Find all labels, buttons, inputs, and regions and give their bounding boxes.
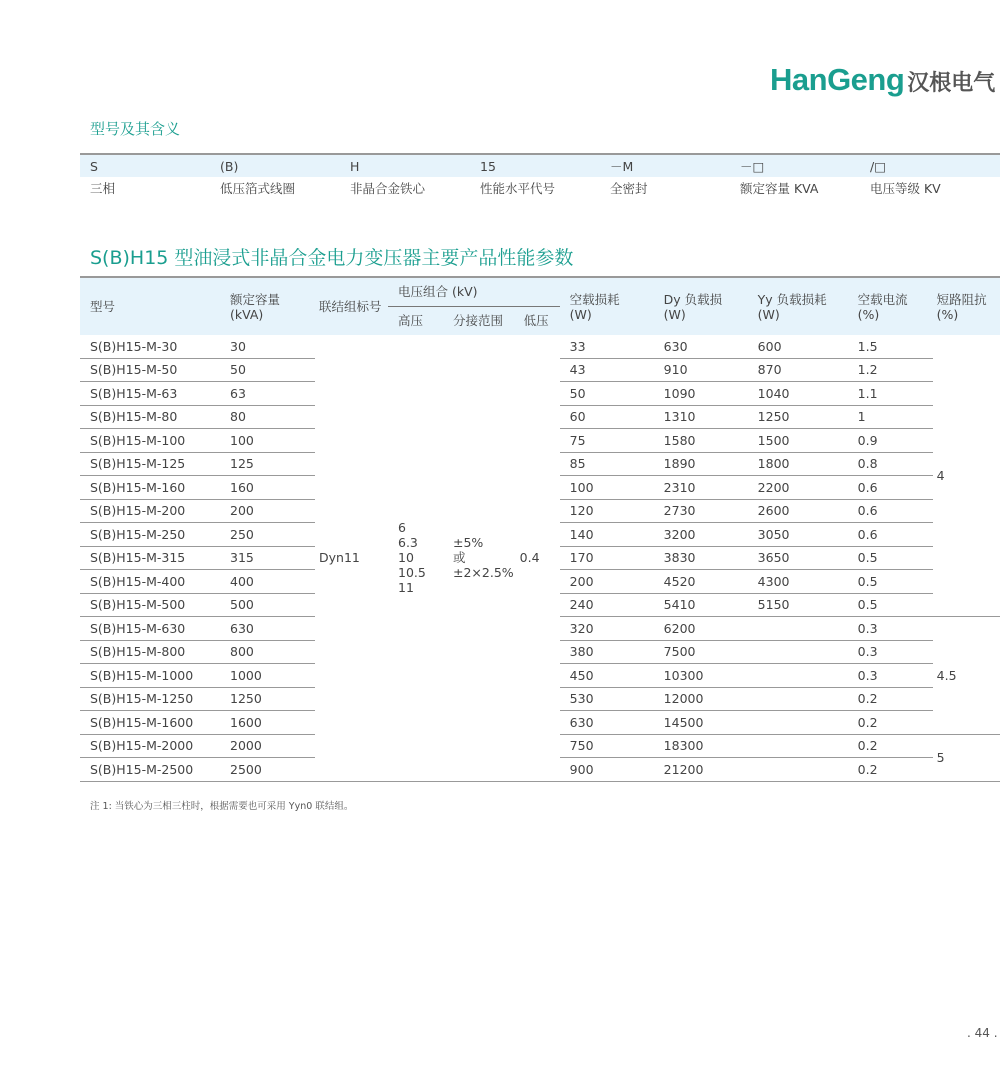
cell-capacity: 500 xyxy=(220,593,315,617)
cell-model: S(B)H15-M-500 xyxy=(80,593,220,617)
footnote: 注 1: 当铁心为三相三柱时，根据需要也可采用 Yyn0 联结组。 xyxy=(90,801,354,812)
cell-yy xyxy=(748,664,848,688)
cell-noload: 75 xyxy=(560,429,654,453)
cell-noload: 120 xyxy=(560,499,654,523)
cell-current: 0.3 xyxy=(848,640,933,664)
cell-noload: 750 xyxy=(560,734,654,758)
cell-capacity: 125 xyxy=(220,452,315,476)
cell-dy: 5410 xyxy=(654,593,748,617)
cell-model: S(B)H15-M-200 xyxy=(80,499,220,523)
cell-model: S(B)H15-M-315 xyxy=(80,546,220,570)
model-meaning: 非晶合金铁心 xyxy=(350,181,426,196)
cell-current: 0.2 xyxy=(848,711,933,735)
cell-capacity: 800 xyxy=(220,640,315,664)
cell-model: S(B)H15-M-1250 xyxy=(80,687,220,711)
cell-yy: 1500 xyxy=(748,429,848,453)
model-code: S xyxy=(80,154,210,177)
cell-yy: 2200 xyxy=(748,476,848,500)
cell-model: S(B)H15-M-1000 xyxy=(80,664,220,688)
cell-current: 0.5 xyxy=(848,593,933,617)
header-noload: 空载损耗 (W) xyxy=(560,277,654,335)
cell-dy: 21200 xyxy=(654,758,748,782)
model-meaning-title: 型号及其含义 xyxy=(90,120,181,138)
cell-current: 0.2 xyxy=(848,734,933,758)
cell-model: S(B)H15-M-50 xyxy=(80,358,220,382)
cell-current: 0.3 xyxy=(848,664,933,688)
page-number: . 44 . xyxy=(967,1026,998,1040)
cell-capacity: 315 xyxy=(220,546,315,570)
cell-dy: 12000 xyxy=(654,687,748,711)
cell-yy: 2600 xyxy=(748,499,848,523)
cell-yy xyxy=(748,687,848,711)
cell-dy: 4520 xyxy=(654,570,748,594)
cell-current: 1.5 xyxy=(848,335,933,358)
cell-dy: 7500 xyxy=(654,640,748,664)
cell-current: 0.5 xyxy=(848,570,933,594)
cell-yy: 1250 xyxy=(748,405,848,429)
header-lv: 低压 xyxy=(514,306,560,335)
cell-noload: 43 xyxy=(560,358,654,382)
cell-model: S(B)H15-M-63 xyxy=(80,382,220,406)
cell-yy: 870 xyxy=(748,358,848,382)
cell-group: Dyn11 xyxy=(315,335,388,781)
model-meaning: 额定容量 KVA xyxy=(740,181,819,196)
cell-noload: 60 xyxy=(560,405,654,429)
cell-dy: 1580 xyxy=(654,429,748,453)
model-meaning: 低压箔式线圈 xyxy=(220,181,296,196)
cell-model: S(B)H15-M-250 xyxy=(80,523,220,547)
model-code: (B) xyxy=(210,154,340,177)
cell-capacity: 400 xyxy=(220,570,315,594)
cell-dy: 630 xyxy=(654,335,748,358)
hangeng-logo xyxy=(770,62,995,98)
header-impedance: 短路阻抗 (%) xyxy=(933,277,1000,335)
header-tap: 分接范围 xyxy=(443,306,514,335)
cell-noload: 50 xyxy=(560,382,654,406)
cell-noload: 240 xyxy=(560,593,654,617)
cell-model: S(B)H15-M-80 xyxy=(80,405,220,429)
cell-dy: 910 xyxy=(654,358,748,382)
model-meaning: 全密封 xyxy=(610,181,648,196)
cell-dy: 1310 xyxy=(654,405,748,429)
header-hv: 高压 xyxy=(388,306,443,335)
cell-capacity: 100 xyxy=(220,429,315,453)
cell-yy xyxy=(748,758,848,782)
cell-yy: 1040 xyxy=(748,382,848,406)
cell-dy: 14500 xyxy=(654,711,748,735)
cell-noload: 380 xyxy=(560,640,654,664)
cell-capacity: 30 xyxy=(220,335,315,358)
model-code: 15 xyxy=(470,154,600,177)
cell-noload: 630 xyxy=(560,711,654,735)
model-meaning: 性能水平代号 xyxy=(480,181,556,196)
cell-noload: 200 xyxy=(560,570,654,594)
cell-dy: 10300 xyxy=(654,664,748,688)
header-capacity: 额定容量 (kVA) xyxy=(220,277,315,335)
cell-model: S(B)H15-M-160 xyxy=(80,476,220,500)
cell-noload: 140 xyxy=(560,523,654,547)
cell-yy: 3650 xyxy=(748,546,848,570)
cell-impedance: 4.5 xyxy=(933,617,1000,735)
cell-dy: 1090 xyxy=(654,382,748,406)
model-meaning: 电压等级 KV xyxy=(870,181,941,196)
cell-noload: 320 xyxy=(560,617,654,641)
cell-dy: 3830 xyxy=(654,546,748,570)
cell-model: S(B)H15-M-2000 xyxy=(80,734,220,758)
cell-current: 0.6 xyxy=(848,476,933,500)
cell-impedance: 5 xyxy=(933,734,1000,781)
header-voltage: 电压组合 (kV) xyxy=(388,277,560,306)
cell-yy xyxy=(748,711,848,735)
cell-capacity: 1600 xyxy=(220,711,315,735)
cell-yy: 600 xyxy=(748,335,848,358)
cell-capacity: 2000 xyxy=(220,734,315,758)
cell-capacity: 2500 xyxy=(220,758,315,782)
cell-yy: 5150 xyxy=(748,593,848,617)
cell-current: 0.3 xyxy=(848,617,933,641)
params-table xyxy=(80,276,1000,782)
cell-model: S(B)H15-M-400 xyxy=(80,570,220,594)
cell-capacity: 1250 xyxy=(220,687,315,711)
cell-yy xyxy=(748,617,848,641)
cell-noload: 530 xyxy=(560,687,654,711)
cell-current: 0.5 xyxy=(848,546,933,570)
cell-current: 1 xyxy=(848,405,933,429)
cell-dy: 3200 xyxy=(654,523,748,547)
cell-lv: 0.4 xyxy=(514,335,560,781)
header-dy: Dy 负载损 (W) xyxy=(654,277,748,335)
params-title: S(B)H15 型油浸式非晶合金电力变压器主要产品性能参数 xyxy=(90,247,574,269)
cell-noload: 900 xyxy=(560,758,654,782)
header-current: 空载电流 (%) xyxy=(848,277,933,335)
cell-current: 1.1 xyxy=(848,382,933,406)
cell-noload: 33 xyxy=(560,335,654,358)
model-code: －M xyxy=(600,154,730,177)
logo-text-cn: 汉根电气 xyxy=(907,71,996,96)
cell-current: 0.9 xyxy=(848,429,933,453)
cell-noload: 85 xyxy=(560,452,654,476)
cell-current: 0.2 xyxy=(848,758,933,782)
model-code-row xyxy=(80,154,1000,177)
cell-noload: 170 xyxy=(560,546,654,570)
cell-yy: 1800 xyxy=(748,452,848,476)
model-code: /□ xyxy=(860,154,1000,177)
cell-current: 0.2 xyxy=(848,687,933,711)
cell-model: S(B)H15-M-30 xyxy=(80,335,220,358)
cell-dy: 18300 xyxy=(654,734,748,758)
cell-dy: 6200 xyxy=(654,617,748,641)
cell-dy: 2310 xyxy=(654,476,748,500)
cell-model: S(B)H15-M-1600 xyxy=(80,711,220,735)
cell-impedance: 4 xyxy=(933,335,1000,617)
cell-current: 1.2 xyxy=(848,358,933,382)
cell-capacity: 250 xyxy=(220,523,315,547)
cell-yy: 4300 xyxy=(748,570,848,594)
cell-model: S(B)H15-M-125 xyxy=(80,452,220,476)
table-row xyxy=(80,335,1000,358)
cell-capacity: 160 xyxy=(220,476,315,500)
cell-capacity: 630 xyxy=(220,617,315,641)
cell-model: S(B)H15-M-100 xyxy=(80,429,220,453)
header-model: 型号 xyxy=(80,277,220,335)
cell-current: 0.6 xyxy=(848,523,933,547)
logo-text-en: HanGeng xyxy=(770,62,905,97)
model-meaning: 三相 xyxy=(90,181,116,196)
cell-dy: 1890 xyxy=(654,452,748,476)
cell-capacity: 63 xyxy=(220,382,315,406)
cell-yy xyxy=(748,734,848,758)
cell-tap: ±5% 或 ±2×2.5% xyxy=(443,335,514,781)
cell-current: 0.6 xyxy=(848,499,933,523)
cell-capacity: 50 xyxy=(220,358,315,382)
model-meaning-table xyxy=(80,153,1000,199)
model-meaning-row xyxy=(80,177,1000,199)
cell-noload: 100 xyxy=(560,476,654,500)
cell-yy: 3050 xyxy=(748,523,848,547)
cell-noload: 450 xyxy=(560,664,654,688)
cell-current: 0.8 xyxy=(848,452,933,476)
cell-capacity: 80 xyxy=(220,405,315,429)
cell-model: S(B)H15-M-2500 xyxy=(80,758,220,782)
header-yy: Yy 负载损耗 (W) xyxy=(748,277,848,335)
cell-hv: 6 6.3 10 10.5 11 xyxy=(388,335,443,781)
header-group: 联结组标号 xyxy=(315,277,388,335)
cell-model: S(B)H15-M-800 xyxy=(80,640,220,664)
cell-yy xyxy=(748,640,848,664)
cell-dy: 2730 xyxy=(654,499,748,523)
model-code: －□ xyxy=(730,154,860,177)
cell-model: S(B)H15-M-630 xyxy=(80,617,220,641)
model-code: H xyxy=(340,154,470,177)
cell-capacity: 200 xyxy=(220,499,315,523)
cell-capacity: 1000 xyxy=(220,664,315,688)
